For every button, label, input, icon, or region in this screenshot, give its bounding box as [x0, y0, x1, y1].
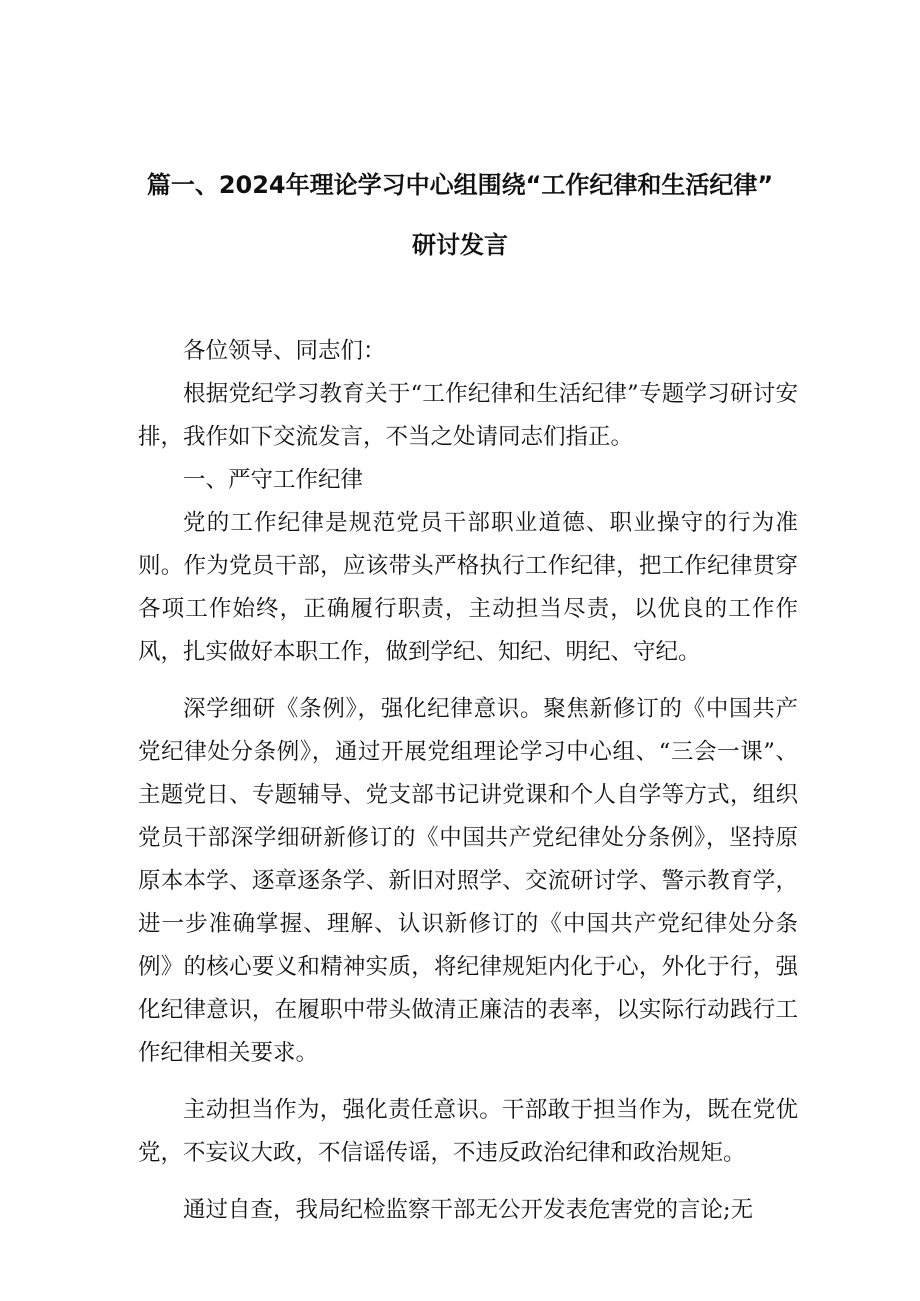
- section-paragraph: 深学细研《条例》，强化纪律意识。聚焦新修订的《中国共产党纪律处分条例》，通过开展党组理论学习中心组、“三会一课”、主题党日、专题辅导、党支部书记讲党课和个人自学等方式，组织党员干部深学细研新修订的《中国共产党纪律处分条例》，坚持原原本本学、逐章逐条学、新旧对照学、交流研讨学、警示教育学，进一步准确掌握、理解、认识新修订的《中国共产党纪律处分条例》的核心要义和精神实质，将纪律规矩内化于心，外化于行，强化纪律意识，在履职中带头做清正廉洁的表率，以实际行动践行工作纪律相关要求。: [138, 696, 798, 1066]
- document-title-line-2: 研讨发言: [412, 231, 508, 259]
- document-body: [138, 330, 798, 1232]
- section-paragraph: 党的工作纪律是规范党员干部职业道德、职业操守的行为准则。作为党员干部，应该带头严格执行工作纪律，把工作纪律贯穿各项工作始终，正确履行职责，主动担当尽责，以优良的工作作风，扎实做好本职工作，做到学纪、知纪、明纪、守纪。: [138, 510, 798, 665]
- document-title-line-1: 篇一、2024年理论学习中心组围绕“工作纪律和生活纪律”: [146, 171, 774, 199]
- salutation: 各位领导、同志们：: [183, 338, 386, 364]
- section-heading: 一、严守工作纪律: [183, 467, 364, 493]
- section-paragraph: 通过自查，我局纪检监察干部无公开发表危害党的言论;无: [183, 1197, 754, 1223]
- intro-paragraph: 根据党纪学习教育关于“工作纪律和生活纪律”专题学习研讨安排，我作如下交流发言，不当之处请同志们指正。: [138, 381, 798, 450]
- section-paragraph: 主动担当作为，强化责任意识。干部敢于担当作为，既在党优党，不妄议大政，不信谣传谣，不违反政治纪律和政治规矩。: [138, 1097, 798, 1166]
